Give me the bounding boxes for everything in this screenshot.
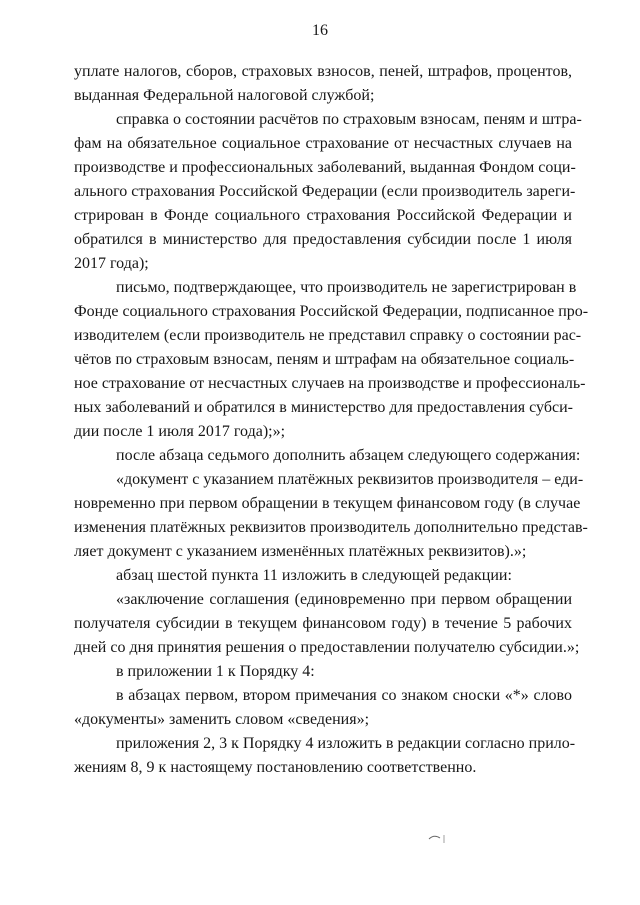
text-line: в абзацах первом, втором примечания со знаком сноски «*» слово (116, 687, 572, 704)
text-line: выданная Федеральной налоговой службой; (74, 87, 375, 104)
text-line: ляет документ с указанием изменённых платёжных реквизитов).»; (74, 543, 527, 560)
text-line: «документ с указанием платёжных реквизитов производителя – еди- (116, 471, 584, 488)
text-line: обратился в министерство для предоставления субсидии после 1 июля (74, 231, 572, 248)
text-line: «документы» заменить словом «сведения»; (74, 711, 370, 728)
text-line: жениям 8, 9 к настоящему постановлению соответственно. (74, 759, 477, 776)
text-line: дней со дня принятия решения о предоставлении получателю субсидии.»; (74, 639, 580, 656)
text-line: дии после 1 июля 2017 года);»; (74, 423, 286, 440)
text-line: ных заболеваний и обратился в министерство для предоставления субси- (74, 399, 573, 416)
text-line: абзац шестой пункта 11 изложить в следующей редакции: (116, 567, 512, 584)
text-line: приложения 2, 3 к Порядку 4 изложить в редакции согласно прило- (116, 735, 576, 752)
text-line: после абзаца седьмого дополнить абзацем следующего содержания: (116, 447, 581, 464)
text-line: ального страхования Российской Федерации (если производитель зареги- (74, 183, 576, 200)
text-line: справка о состоянии расчётов по страховым взносам, пеням и штра- (116, 111, 582, 128)
text-line: изменения платёжных реквизитов производитель дополнительно представ- (74, 519, 588, 536)
text-line: получателя субсидии в текущем финансовом году) в течение 5 рабочих (74, 615, 572, 632)
text-line: Фонде социального страхования Российской Федерации, подписанное про- (74, 303, 589, 320)
text-line: «заключение соглашения (единовременно при первом обращении (116, 591, 572, 608)
text-line: чётов по страховым взносам, пеням и штрафам на обязательное социаль- (74, 351, 575, 368)
text-line: в приложении 1 к Порядку 4: (116, 663, 315, 680)
text-line: новременно при первом обращении в текущем финансовом году (в случае (74, 495, 581, 512)
text-line: 2017 года); (74, 255, 149, 272)
text-line: производстве и профессиональных заболеваний, выданная Фондом соци- (74, 159, 576, 176)
text-line: изводителем (если производитель не представил справку о состоянии рас- (74, 327, 582, 344)
page-number: 16 (312, 22, 328, 39)
text-line: ное страхование от несчастных случаев на производстве и профессиональ- (74, 375, 586, 392)
text-line: письмо, подтверждающее, что производитель не зарегистрирован в (116, 279, 577, 296)
text-line: фам на обязательное социальное страхование от несчастных случаев на (74, 135, 572, 152)
text-line: уплате налогов, сборов, страховых взносов, пеней, штрафов, процентов, (74, 63, 572, 80)
scan-mark-icon (428, 832, 448, 846)
text-line: стрирован в Фонде социального страхования Российской Федерации и (74, 207, 572, 224)
